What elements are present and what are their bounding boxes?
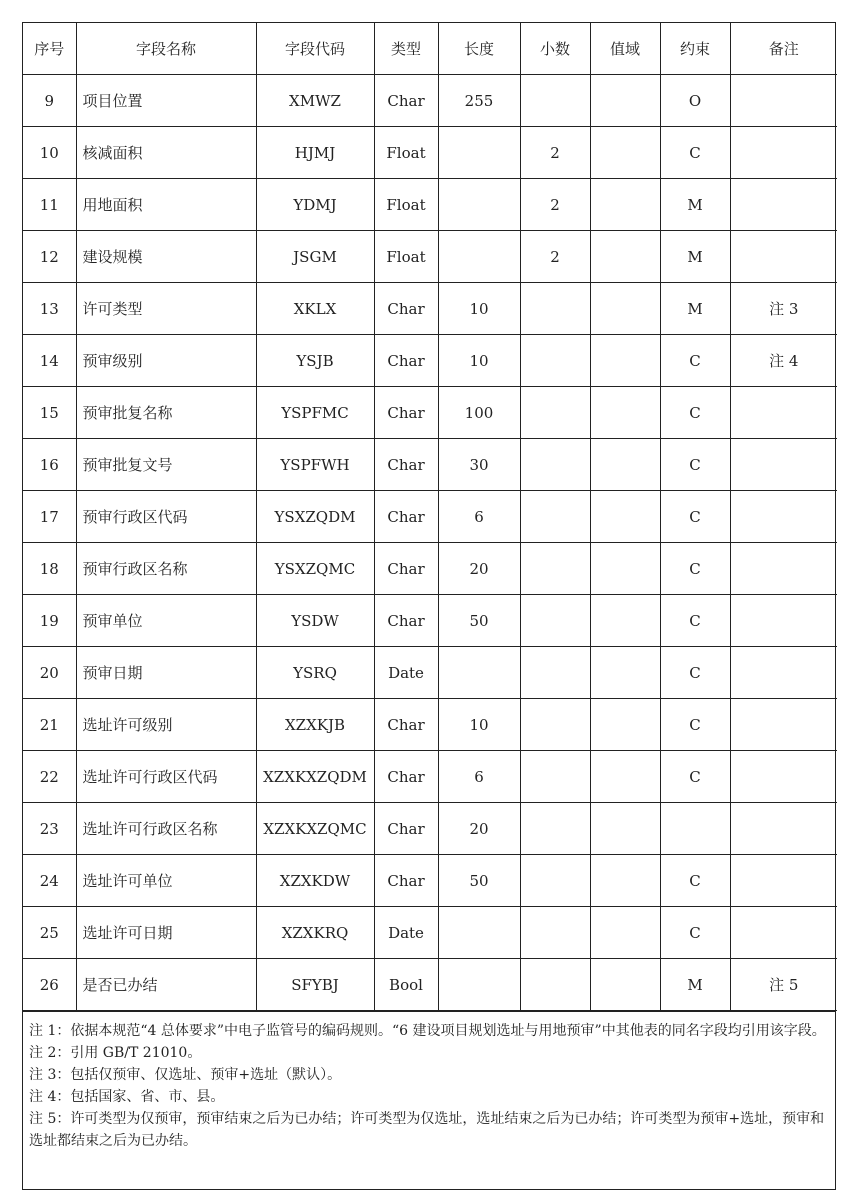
table-cell: C xyxy=(660,907,730,959)
table-cell: Char xyxy=(374,491,438,543)
table-cell xyxy=(590,699,660,751)
table-cell xyxy=(438,907,520,959)
note-line: 注 3：包括仅预审、仅选址、预审+选址（默认）。 xyxy=(29,1067,342,1083)
table-cell: 是否已办结 xyxy=(76,959,256,1011)
header-cell: 序号 xyxy=(23,23,76,75)
table-cell: XKLX xyxy=(256,283,374,335)
header-cell: 值域 xyxy=(590,23,660,75)
table-cell xyxy=(438,127,520,179)
table-cell xyxy=(590,335,660,387)
table-cell xyxy=(730,647,837,699)
table-cell xyxy=(660,803,730,855)
table-row xyxy=(23,179,837,231)
table-cell: 选址许可行政区名称 xyxy=(76,803,256,855)
table-cell: 2 xyxy=(520,179,590,231)
table-cell: M xyxy=(660,231,730,283)
table-cell xyxy=(520,907,590,959)
table-cell: C xyxy=(660,439,730,491)
table-cell xyxy=(520,699,590,751)
table-cell: 10 xyxy=(438,283,520,335)
table-cell: O xyxy=(660,75,730,127)
table-row xyxy=(23,387,837,439)
table-cell: 选址许可日期 xyxy=(76,907,256,959)
table-cell: Char xyxy=(374,751,438,803)
table-cell: Char xyxy=(374,699,438,751)
table-cell: 20 xyxy=(438,543,520,595)
table-cell: 预审日期 xyxy=(76,647,256,699)
table-row xyxy=(23,699,837,751)
table-cell xyxy=(730,699,837,751)
table-cell: 预审级别 xyxy=(76,335,256,387)
table-cell: M xyxy=(660,179,730,231)
table-cell xyxy=(730,439,837,491)
header-cell: 备注 xyxy=(730,23,837,75)
table-cell: 10 xyxy=(438,699,520,751)
table-cell: 预审单位 xyxy=(76,595,256,647)
table-cell xyxy=(438,647,520,699)
table-cell xyxy=(590,803,660,855)
table-cell: XZXKDW xyxy=(256,855,374,907)
table-cell xyxy=(520,647,590,699)
table-cell: 17 xyxy=(23,491,76,543)
table-cell xyxy=(730,907,837,959)
table-cell: 100 xyxy=(438,387,520,439)
table-cell xyxy=(590,387,660,439)
table-row xyxy=(23,595,837,647)
table-cell: C xyxy=(660,491,730,543)
table-cell: Char xyxy=(374,75,438,127)
table-cell: YSDW xyxy=(256,595,374,647)
table-row xyxy=(23,959,837,1011)
table-cell: 20 xyxy=(23,647,76,699)
table-cell xyxy=(438,959,520,1011)
table-row xyxy=(23,543,837,595)
table-cell: 注 4 xyxy=(730,335,837,387)
table-cell xyxy=(590,907,660,959)
table-cell xyxy=(520,335,590,387)
table-cell: 18 xyxy=(23,543,76,595)
table-cell xyxy=(590,959,660,1011)
table-cell xyxy=(520,491,590,543)
table-cell: Date xyxy=(374,647,438,699)
table-cell: JSGM xyxy=(256,231,374,283)
table-cell: 25 xyxy=(23,907,76,959)
table-cell: 许可类型 xyxy=(76,283,256,335)
header-cell: 字段代码 xyxy=(256,23,374,75)
table-cell xyxy=(590,127,660,179)
table-row xyxy=(23,75,837,127)
table-cell: Char xyxy=(374,855,438,907)
table-cell xyxy=(730,751,837,803)
table-cell: C xyxy=(660,335,730,387)
table-body xyxy=(23,75,837,1011)
table-cell: Bool xyxy=(374,959,438,1011)
table-cell: YSXZQMC xyxy=(256,543,374,595)
table-cell: SFYBJ xyxy=(256,959,374,1011)
table-cell xyxy=(438,179,520,231)
table-cell: 预审批复文号 xyxy=(76,439,256,491)
table-cell xyxy=(520,283,590,335)
table-row xyxy=(23,647,837,699)
note-line: 注 2：引用 GB/T 21010。 xyxy=(29,1045,202,1061)
table-cell: 21 xyxy=(23,699,76,751)
table-cell: Char xyxy=(374,387,438,439)
table-cell: 11 xyxy=(23,179,76,231)
note-line: 注 5：许可类型为仅预审，预审结束之后为已办结；许可类型为仅选址，选址结束之后为已办结；许可类型为预审+选址，预审和选址都结束之后为已办结。 xyxy=(29,1111,825,1149)
table-cell: 项目位置 xyxy=(76,75,256,127)
table-cell: 注 5 xyxy=(730,959,837,1011)
table-cell: C xyxy=(660,127,730,179)
table-cell: Char xyxy=(374,439,438,491)
table-cell: 预审行政区代码 xyxy=(76,491,256,543)
table-cell xyxy=(520,595,590,647)
field-spec-document xyxy=(22,22,836,1190)
table-cell xyxy=(520,751,590,803)
table-cell: 核减面积 xyxy=(76,127,256,179)
table-cell: C xyxy=(660,595,730,647)
table-cell xyxy=(590,647,660,699)
table-cell: 14 xyxy=(23,335,76,387)
table-cell: 15 xyxy=(23,387,76,439)
table-cell xyxy=(730,855,837,907)
table-cell: Float xyxy=(374,179,438,231)
table-cell: 9 xyxy=(23,75,76,127)
note-line: 注 1：依据本规范“4 总体要求”中电子监管号的编码规则。“6 建设项目规划选址与用地预审”中其他表的同名字段均引用该字段。 xyxy=(29,1023,826,1039)
table-cell: Date xyxy=(374,907,438,959)
header-cell: 约束 xyxy=(660,23,730,75)
table-cell: Char xyxy=(374,335,438,387)
table-cell xyxy=(730,491,837,543)
table-cell xyxy=(730,387,837,439)
table-cell xyxy=(590,595,660,647)
table-cell: 16 xyxy=(23,439,76,491)
table-cell: 建设规模 xyxy=(76,231,256,283)
table-cell: 50 xyxy=(438,855,520,907)
table-cell xyxy=(520,387,590,439)
table-cell xyxy=(590,231,660,283)
table-cell: C xyxy=(660,387,730,439)
table-cell: YSPFWH xyxy=(256,439,374,491)
table-cell xyxy=(590,179,660,231)
table-cell: C xyxy=(660,543,730,595)
table-cell: 预审行政区名称 xyxy=(76,543,256,595)
table-cell: YSJB xyxy=(256,335,374,387)
table-cell xyxy=(520,543,590,595)
table-cell xyxy=(730,179,837,231)
table-cell: C xyxy=(660,647,730,699)
table-cell xyxy=(590,751,660,803)
table-cell: 50 xyxy=(438,595,520,647)
table-cell: Float xyxy=(374,127,438,179)
table-cell xyxy=(730,127,837,179)
table-cell xyxy=(590,543,660,595)
table-cell: 选址许可单位 xyxy=(76,855,256,907)
table-cell xyxy=(590,283,660,335)
table-cell: 6 xyxy=(438,751,520,803)
table-cell: YSXZQDM xyxy=(256,491,374,543)
table-cell: YSPFMC xyxy=(256,387,374,439)
table-cell: 19 xyxy=(23,595,76,647)
table-cell: 26 xyxy=(23,959,76,1011)
field-spec-table xyxy=(23,23,837,1011)
table-cell xyxy=(730,595,837,647)
table-cell: 选址许可级别 xyxy=(76,699,256,751)
table-cell xyxy=(590,75,660,127)
table-cell: 注 3 xyxy=(730,283,837,335)
table-row xyxy=(23,335,837,387)
table-cell: 20 xyxy=(438,803,520,855)
table-row xyxy=(23,751,837,803)
table-cell: Char xyxy=(374,803,438,855)
table-cell xyxy=(590,491,660,543)
table-cell xyxy=(730,75,837,127)
table-cell: Char xyxy=(374,543,438,595)
table-cell xyxy=(520,439,590,491)
table-cell xyxy=(730,543,837,595)
table-row xyxy=(23,907,837,959)
table-cell: 30 xyxy=(438,439,520,491)
table-cell xyxy=(520,803,590,855)
header-cell: 小数 xyxy=(520,23,590,75)
table-cell: M xyxy=(660,283,730,335)
table-cell: 22 xyxy=(23,751,76,803)
table-cell: XZXKJB xyxy=(256,699,374,751)
table-cell xyxy=(730,231,837,283)
table-cell: XZXKXZQMC xyxy=(256,803,374,855)
header-cell: 长度 xyxy=(438,23,520,75)
table-cell xyxy=(730,803,837,855)
table-cell: 6 xyxy=(438,491,520,543)
table-cell: C xyxy=(660,751,730,803)
table-cell: Float xyxy=(374,231,438,283)
table-cell: C xyxy=(660,699,730,751)
table-cell: 10 xyxy=(23,127,76,179)
table-cell: YDMJ xyxy=(256,179,374,231)
table-cell: Char xyxy=(374,595,438,647)
table-cell: M xyxy=(660,959,730,1011)
table-cell: 12 xyxy=(23,231,76,283)
table-cell xyxy=(520,959,590,1011)
note-line: 注 4：包括国家、省、市、县。 xyxy=(29,1089,225,1105)
table-cell: XZXKXZQDM xyxy=(256,751,374,803)
table-cell: C xyxy=(660,855,730,907)
header-cell: 类型 xyxy=(374,23,438,75)
table-cell: 用地面积 xyxy=(76,179,256,231)
table-cell: Char xyxy=(374,283,438,335)
table-cell: 预审批复名称 xyxy=(76,387,256,439)
table-row xyxy=(23,803,837,855)
table-cell: 255 xyxy=(438,75,520,127)
table-cell: XZXKRQ xyxy=(256,907,374,959)
table-row xyxy=(23,855,837,907)
table-cell: 23 xyxy=(23,803,76,855)
table-cell xyxy=(520,855,590,907)
table-cell: 10 xyxy=(438,335,520,387)
header-cell: 字段名称 xyxy=(76,23,256,75)
table-row xyxy=(23,231,837,283)
table-row xyxy=(23,283,837,335)
table-cell xyxy=(590,855,660,907)
table-cell xyxy=(520,75,590,127)
table-row xyxy=(23,439,837,491)
table-cell: 2 xyxy=(520,127,590,179)
table-cell: 24 xyxy=(23,855,76,907)
table-header-row xyxy=(23,23,837,75)
table-row xyxy=(23,491,837,543)
table-cell xyxy=(590,439,660,491)
table-cell: XMWZ xyxy=(256,75,374,127)
table-cell: HJMJ xyxy=(256,127,374,179)
table-cell xyxy=(438,231,520,283)
table-cell: YSRQ xyxy=(256,647,374,699)
table-cell: 选址许可行政区代码 xyxy=(76,751,256,803)
table-cell: 13 xyxy=(23,283,76,335)
table-row xyxy=(23,127,837,179)
notes-section xyxy=(23,1011,835,1152)
table-cell: 2 xyxy=(520,231,590,283)
